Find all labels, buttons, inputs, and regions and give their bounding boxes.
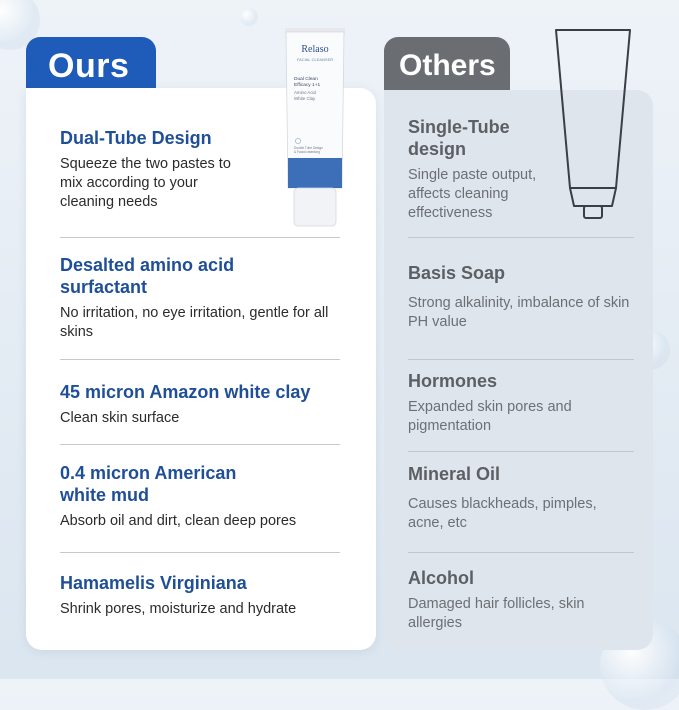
- ours-item-desc: No irritation, no eye irritation, gentle for all skins: [60, 305, 329, 340]
- ours-item-title: 45 micron Amazon white clay: [60, 382, 311, 402]
- others-item-4: [408, 463, 648, 533]
- others-item-title: Single-Tube design: [408, 117, 510, 159]
- ours-tab-label: Ours: [48, 47, 130, 85]
- others-item-desc: Single paste output, affects cleaning effectiveness: [408, 167, 537, 221]
- ours-item-title: 0.4 micron American white mud: [60, 463, 237, 505]
- ours-item-desc: Shrink pores, moisturize and hydrate: [60, 601, 297, 617]
- tube-line4: White Clay: [294, 96, 316, 101]
- others-item-1: [408, 116, 648, 223]
- tube-line2: Efficacy 1+1: [294, 83, 321, 88]
- ours-item-desc: Absorb oil and dirt, clean deep pores: [60, 513, 297, 529]
- tube-subtitle: FACIAL CLEANSER: [296, 57, 334, 62]
- divider: [408, 451, 634, 452]
- divider: [60, 552, 340, 553]
- others-item-5: [408, 567, 648, 633]
- divider: [60, 359, 340, 360]
- others-item-title: Hormones: [408, 371, 498, 391]
- tube-line3: Amino Acid: [294, 90, 316, 95]
- others-item-desc: Strong alkalinity, imbalance of skin PH value: [408, 295, 630, 330]
- ours-item-5: [60, 572, 350, 619]
- others-item-desc: Damaged hair follicles, skin allergies: [408, 596, 585, 631]
- ours-item-desc: Clean skin surface: [60, 410, 180, 426]
- others-item-title: Alcohol: [408, 568, 474, 588]
- ours-item-desc: Squeeze the two pastes to mix according to your cleaning needs: [60, 156, 231, 210]
- ours-item-3: [60, 381, 350, 428]
- others-item-title: Basis Soap: [408, 263, 506, 283]
- ours-item-title: Desalted amino acid surfactant: [60, 255, 235, 297]
- ours-item-4: [60, 462, 350, 531]
- others-item-3: [408, 370, 648, 436]
- divider: [408, 359, 634, 360]
- tube-fine1: Double Tube Design: [294, 146, 323, 150]
- others-item-title: Mineral Oil: [408, 464, 501, 484]
- tube-brand: Relaso: [301, 44, 329, 55]
- ours-item-title: Dual-Tube Design: [60, 128, 212, 148]
- others-tab-label: Others: [399, 49, 496, 82]
- others-item-2: [408, 262, 648, 332]
- others-item-desc: Causes blackheads, pimples, acne, etc: [408, 496, 597, 531]
- tube-line1: Dual Clean: [294, 77, 318, 82]
- bubble-decoration: [240, 8, 258, 26]
- divider: [60, 237, 340, 238]
- ours-item-2: [60, 254, 350, 342]
- others-item-desc: Expanded skin pores and pigmentation: [408, 399, 572, 434]
- tube-fine2: & Facial cleansing: [294, 150, 320, 154]
- divider: [408, 552, 634, 553]
- divider: [60, 444, 340, 445]
- divider: [408, 237, 634, 238]
- ours-item-1: [60, 127, 350, 212]
- ours-item-title: Hamamelis Virginiana: [60, 573, 247, 593]
